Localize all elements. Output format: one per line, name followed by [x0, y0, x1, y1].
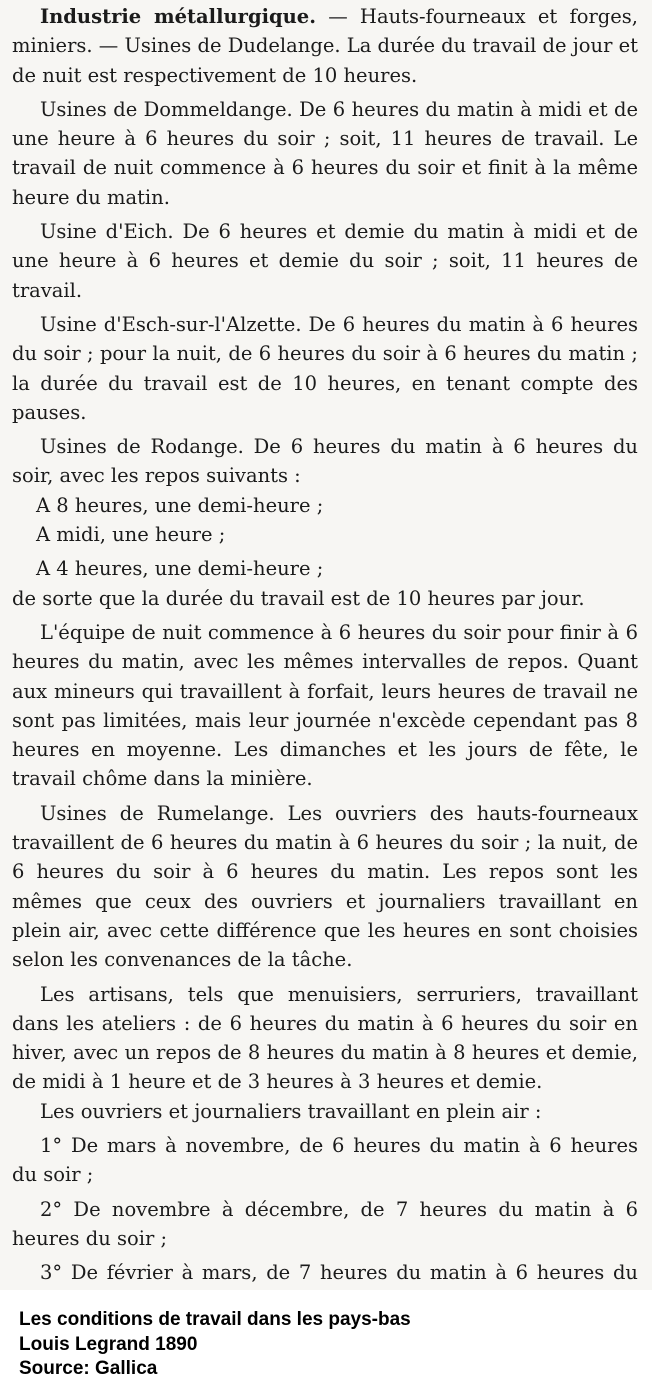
list-item: 1° De mars à novembre, de 6 heures du matin à 6 heures du soir ;	[12, 1133, 638, 1187]
paragraph-esch: Usine d'Esch-sur-l'Alzette. De 6 heures du matin à 6 heures du soir ; pour la nuit, de 6 heures du soir à 6 heures du matin ; la durée du travail est de 10 heures, en tenant compte des pauses.	[12, 312, 638, 424]
document-body	[12, 2, 638, 1290]
caption	[19, 1308, 411, 1382]
paragraph-rodange: Usines de Rodange. De 6 heures du matin à 6 heures du soir, avec les repos suivants :	[12, 435, 638, 488]
list-item: A midi, une heure ;	[36, 523, 226, 547]
paragraph-conclusion: de sorte que la durée du travail est de 10 heures par jour.	[12, 586, 585, 610]
paragraph-outdoor: Les ouvriers et journaliers travaillant en plein air :	[40, 1099, 542, 1123]
caption-source: Source: Gallica	[19, 1358, 158, 1379]
list-item: A 8 heures, une demi-heure ;	[36, 493, 324, 517]
paragraph-night-shift: L'équipe de nuit commence à 6 heures du soir pour finir à 6 heures du matin, avec les mêmes intervalles de repos. Quant aux mineurs qui travaillent à forfait, leurs heures de travail ne sont pas limitées, mais leur journée n'excède cependant pas 8 heures en moyenne. Les dimanches et les jours de fête, le travail chôme dans la minière.	[12, 620, 638, 791]
list-item: 2° De novembre à décembre, de 7 heures du matin à 6 heures du soir ;	[12, 1197, 638, 1250]
paragraph-rumelange: Usines de Rumelange. Les ouvriers des hauts-fourneaux travaillent de 6 heures du matin à 6 heures du soir ; la nuit, de 6 heures du soir à 6 heures du matin. Les repos sont les mêmes que ceux des ouvriers et journaliers travaillant en plein air, avec cette différence que les heures en sont choisies selon les convenances de la tâche.	[12, 801, 638, 972]
list-item: A 4 heures, une demi-heure ;	[36, 557, 324, 581]
paragraph-intro	[12, 2, 638, 90]
paragraph-eich: Usine d'Eich. De 6 heures et demie du matin à midi et de une heure à 6 heures et demie du soir ; soit, 11 heures de travail.	[12, 220, 638, 302]
section-heading: Industrie métallurgique.	[40, 5, 316, 28]
caption-author: Louis Legrand 1890	[19, 1333, 198, 1355]
paragraph-dommeldange: Usines de Dommeldange. De 6 heures du matin à midi et de une heure à 6 heures du soir ; soit, 11 heures de travail. Le travail de nuit commence à 6 heures du soir et finit à la même heure du matin.	[12, 97, 638, 209]
caption-title: Les conditions de travail dans les pays-bas	[19, 1309, 411, 1330]
paragraph-intro-text: — Hauts-fourneaux et forges, miniers. — Usines de Dudelange. La durée du travail de jour et de nuit est respectivement de 10 heures.	[12, 5, 638, 87]
paragraph-artisans: Les artisans, tels que menuisiers, serruriers, travaillant dans les ateliers : de 6 heures du matin à 6 heures du soir en hiver, avec un repos de 8 heures du matin à 8 heures et demie, de midi à 1 heure et de 3 heures à 3 heures et demie.	[12, 982, 638, 1094]
list-item: 3° De février à mars, de 7 heures du matin à 6 heures du	[40, 1261, 638, 1285]
